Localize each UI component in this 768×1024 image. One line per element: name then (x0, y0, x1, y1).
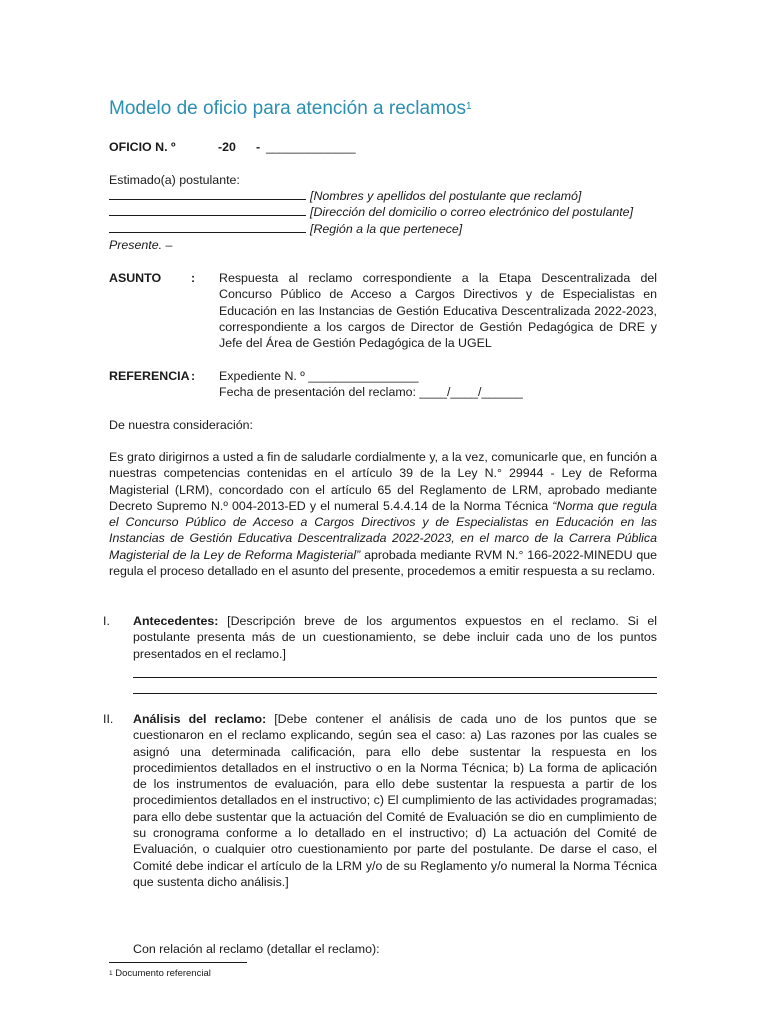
title-text: Modelo de oficio para atención a reclamos (109, 98, 466, 119)
recipient-address-line (109, 204, 669, 220)
section1-heading: Antecedentes: (133, 614, 219, 628)
asunto-colon: : (191, 271, 196, 285)
footnote-number: 1 (109, 970, 113, 977)
body-paragraph (109, 449, 657, 579)
referencia-label: REFERENCIA (109, 369, 190, 383)
oficio-number-line (109, 139, 356, 155)
recipient-name-line (109, 188, 669, 204)
section1-answer-line-2 (133, 693, 657, 694)
referencia-expediente: Expediente N. º ________________ (219, 369, 419, 383)
oficio-dash: - (256, 140, 261, 154)
recipient-region-blank (109, 221, 306, 233)
recipient-name-placeholder: [Nombres y apellidos del postulante que reclamó] (310, 189, 582, 203)
recipient-address-blank (109, 204, 306, 216)
asunto-label: ASUNTO (109, 271, 162, 285)
body-part2: aprobada mediante RVM N.° 166-2022-MINEDU que regula el proceso detallado en el asunto del presente, procedemos a emitir respuesta a su reclamo. (109, 547, 658, 579)
greeting: Estimado(a) postulante: (109, 173, 240, 187)
title-footnote-ref: 1 (465, 101, 472, 112)
consideracion-text: De nuestra consideración: (109, 418, 253, 432)
asunto-row (109, 270, 657, 351)
recipient-region-line (109, 221, 669, 237)
recipient-block (109, 188, 669, 253)
relacion-text: Con relación al reclamo (detallar el reclamo): (133, 942, 380, 956)
body-norma-title: “Norma que regula el Concurso Público de Acceso a Cargos Directivos y de Especialistas en Educación en las Instancias de Gestión Educativa Descentralizada 2022-2023, en el marco de la Carrera Pública Magisterial de la Ley de Reforma Magisterial” (109, 498, 657, 562)
recipient-address-placeholder: [Dirección del domicilio o correo electrónico del postulante] (310, 205, 634, 220)
presente-text: Presente. – (109, 237, 173, 252)
section1-answer-line-1 (133, 677, 657, 678)
section1-text: [Descripción breve de los argumentos expuestos en el reclamo. Si el postulante presenta más de un cuestionamiento, se debe incluir cada uno de los puntos presentados en el reclamo.] (133, 614, 657, 661)
section2-paragraph (133, 711, 657, 890)
section2-heading: Análisis del reclamo: (133, 712, 267, 726)
footnote (109, 967, 211, 980)
footnote-separator (109, 962, 247, 963)
section2-text: [Debe contener el análisis de cada uno de los puntos que se cuestionaron en el reclamo explicando, según sea el caso: a) Las razones por las cuales se asignó una determinada calificación, para ello debe sustentar la respuesta en los procedimientos detallados en el instructivo o en la Norma Técnica; b) La forma de aplicación de los instrumentos de evaluación, para ello debe sustentar la respuesta a partir de los procedimientos detallados en el instructivo; c) El cumplimiento de las actividades programadas; para ello debe sustentar que la actuación del Comité de Evaluación se dio en cumplimiento de su cronograma conforme a lo detallado en el instructivo; d) La actuación del Comité de Evaluación, o cualquier otro cuestionamiento por parte del postulante. De darse el caso, el Comité debe indicar el artículo de la LRM y/o de su Reglamento y/o numeral la Norma Técnica que sustenta dicho análisis.] (133, 712, 657, 889)
oficio-blank: _____________ (266, 140, 356, 154)
oficio-label: OFICIO N. º (109, 140, 176, 154)
recipient-region-placeholder: [Región a la que pertenece] (310, 221, 463, 236)
section1-number: I. (103, 614, 110, 628)
oficio-year: -20 (218, 140, 236, 154)
section1-paragraph (133, 613, 657, 662)
referencia-colon: : (191, 369, 196, 383)
referencia-content (219, 368, 657, 401)
document-title (109, 97, 472, 121)
asunto-text: Respuesta al reclamo correspondiente a la Etapa Descentralizada del Concurso Público de Acceso a Cargos Directivos y de Especialistas en Educación en las Instancias de Gestión Educativa Descentralizada 2022-2023, correspondiente a los cargos de Director de Gestión Pedagógica de DRE y Jefe del Área de Gestión Pedagógica de la UGEL (219, 271, 657, 351)
referencia-fecha: Fecha de presentación del reclamo: ____/____/______ (219, 385, 523, 400)
recipient-name-blank (109, 188, 306, 200)
footnote-text: Documento referencial (115, 968, 211, 979)
referencia-row (109, 368, 657, 401)
section2-number: II. (103, 712, 114, 726)
body-part1: Es grato dirigirnos a usted a fin de saludarle cordialmente y, a la vez, comunicarle que, en función a nuestras competencias contenidas en el artículo 39 de la Ley N.° 29944 - Ley de Reforma Magisterial (LRM), concordado con el artículo 65 del Reglamento de LRM, aprobado mediante Decreto Supremo N.º 004-2013-ED y el numeral 5.4.4.14 de la Norma Técnica (109, 450, 657, 513)
